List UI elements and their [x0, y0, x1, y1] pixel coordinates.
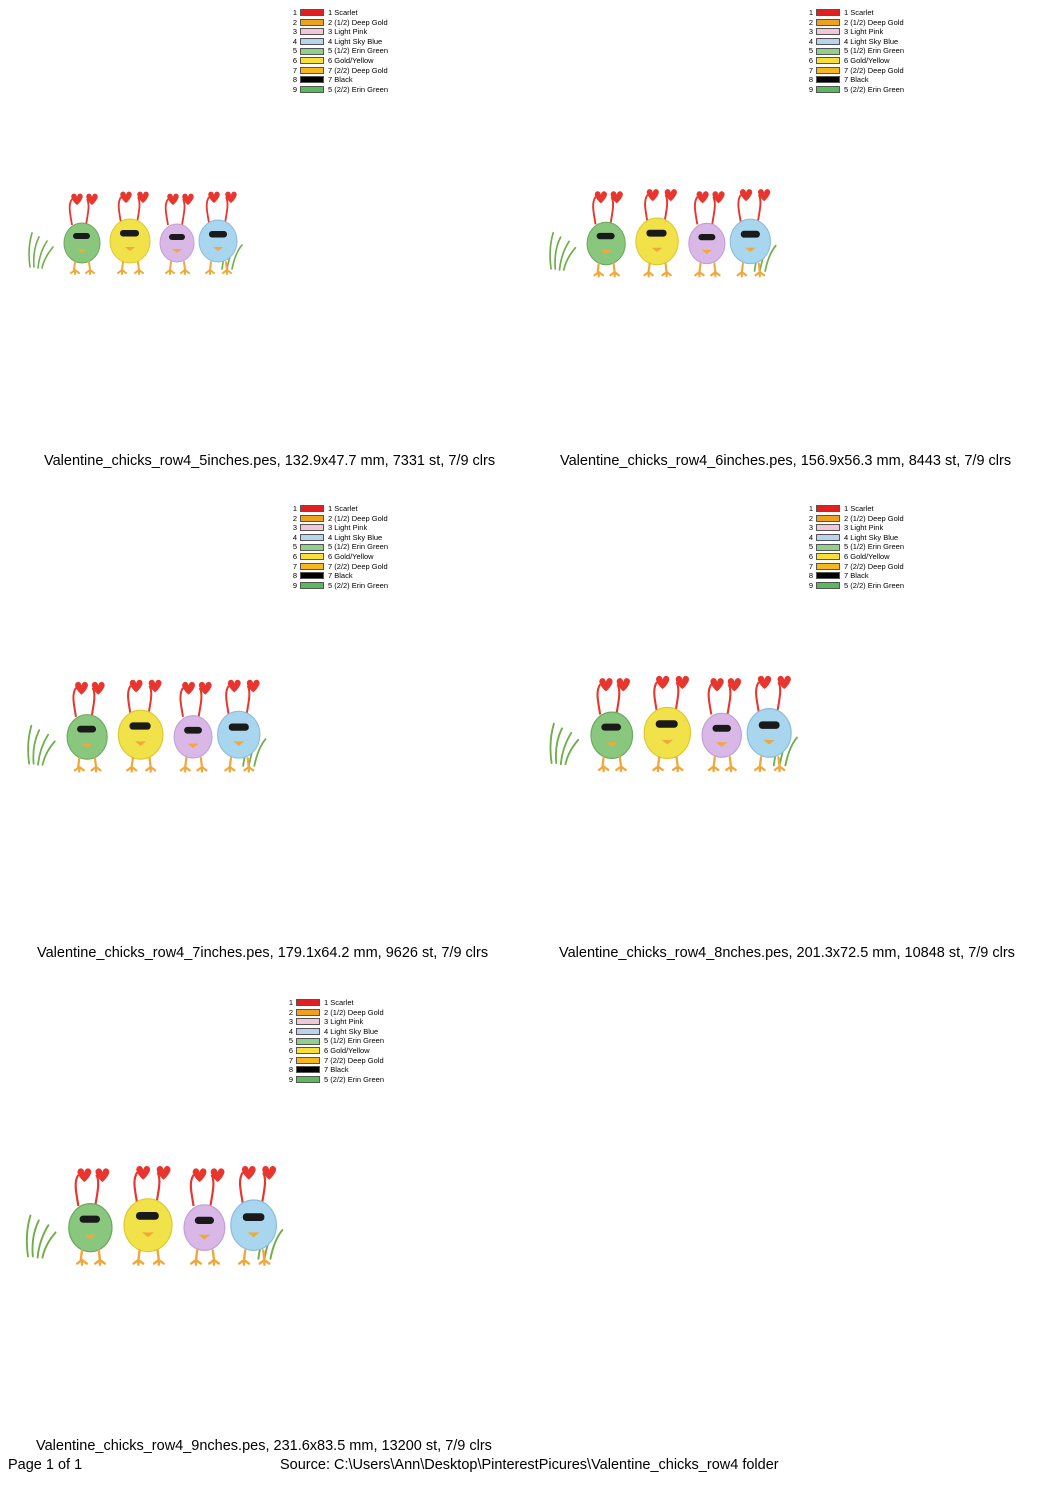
- design-9inches-legend: [280, 998, 384, 1084]
- footer-page-number: Page 1 of 1: [8, 1457, 83, 1473]
- legend-index: 1: [808, 8, 813, 17]
- legend-row: [800, 533, 904, 543]
- legend-swatch: [296, 1038, 320, 1045]
- legend-index: 8: [292, 571, 297, 581]
- legend-row: [280, 1027, 384, 1037]
- legend-swatch: [296, 999, 320, 1006]
- legend-label: 3 Light Pink: [328, 523, 368, 533]
- legend-label: 5 (1/2) Erin Green: [328, 46, 389, 56]
- legend-row: [280, 1017, 384, 1027]
- legend-label: 5 (2/2) Erin Green: [844, 84, 905, 94]
- legend-index: 1: [808, 504, 813, 513]
- legend-index: 4: [808, 532, 813, 542]
- legend-label: 6 Gold/Yellow: [328, 55, 374, 65]
- legend-label: 1 Scarlet: [844, 8, 874, 17]
- legend-swatch: [300, 57, 324, 64]
- legend-swatch: [816, 524, 840, 531]
- legend-swatch: [816, 28, 840, 35]
- legend-row: [284, 37, 388, 47]
- legend-index: 5: [808, 542, 813, 552]
- legend-swatch: [296, 1018, 320, 1025]
- legend-row: [800, 27, 904, 37]
- legend-label: 7 Black: [328, 75, 353, 85]
- legend-row: [284, 85, 388, 95]
- design-8inches-artwork: [540, 668, 812, 784]
- color-legend: [284, 504, 388, 590]
- design-8inches-legend: [800, 504, 904, 590]
- legend-swatch: [296, 1028, 320, 1035]
- legend-label: 7 (2/2) Deep Gold: [844, 561, 904, 571]
- legend-row: [284, 523, 388, 533]
- legend-row: [284, 552, 388, 562]
- color-legend: [284, 8, 388, 94]
- legend-index: 1: [292, 8, 297, 17]
- legend-index: 3: [808, 27, 813, 37]
- footer-source-path: Source: C:\Users\Ann\Desktop\PinterestPicures\Valentine_chicks_row4 folder: [280, 1457, 779, 1473]
- legend-label: 2 (1/2) Deep Gold: [844, 17, 904, 27]
- legend-label: 4 Light Sky Blue: [328, 36, 383, 46]
- legend-label: 2 (1/2) Deep Gold: [844, 513, 904, 523]
- legend-index: 7: [292, 561, 297, 571]
- legend-swatch: [300, 86, 324, 93]
- legend-swatch: [300, 48, 324, 55]
- legend-swatch: [300, 553, 324, 560]
- legend-swatch: [300, 572, 324, 579]
- legend-row: [280, 1046, 384, 1056]
- legend-row: [800, 562, 904, 572]
- legend-index: 2: [808, 513, 813, 523]
- legend-row: [280, 1008, 384, 1018]
- legend-index: 8: [808, 75, 813, 85]
- legend-label: 2 (1/2) Deep Gold: [328, 513, 388, 523]
- legend-index: 6: [292, 55, 297, 65]
- legend-label: 3 Light Pink: [324, 1017, 364, 1027]
- legend-label: 2 (1/2) Deep Gold: [324, 1007, 384, 1017]
- legend-index: 9: [292, 84, 297, 94]
- legend-row: [284, 66, 388, 76]
- legend-row: [800, 581, 904, 591]
- chicks-artwork-icon: [18, 672, 280, 784]
- legend-row: [284, 514, 388, 524]
- legend-label: 4 Light Sky Blue: [844, 36, 899, 46]
- legend-row: [284, 504, 388, 514]
- legend-row: [800, 504, 904, 514]
- legend-label: 5 (2/2) Erin Green: [328, 84, 389, 94]
- legend-row: [280, 1056, 384, 1066]
- chicks-artwork-icon: [540, 668, 812, 784]
- legend-label: 5 (1/2) Erin Green: [324, 1036, 385, 1046]
- legend-swatch: [816, 534, 840, 541]
- legend-row: [284, 56, 388, 66]
- legend-index: 2: [292, 513, 297, 523]
- legend-swatch: [296, 1047, 320, 1054]
- legend-row: [284, 581, 388, 591]
- legend-index: 9: [292, 580, 297, 590]
- chicks-artwork-icon: [20, 185, 255, 285]
- legend-row: [280, 1036, 384, 1046]
- legend-label: 1 Scarlet: [328, 8, 358, 17]
- legend-swatch: [816, 19, 840, 26]
- legend-swatch: [816, 57, 840, 64]
- legend-label: 7 (2/2) Deep Gold: [844, 65, 904, 75]
- legend-label: 6 Gold/Yellow: [328, 551, 374, 561]
- legend-swatch: [300, 505, 324, 512]
- legend-label: 7 Black: [844, 571, 869, 581]
- color-legend: [800, 8, 904, 94]
- legend-label: 7 (2/2) Deep Gold: [328, 561, 388, 571]
- legend-index: 6: [808, 551, 813, 561]
- legend-swatch: [300, 67, 324, 74]
- legend-label: 3 Light Pink: [844, 523, 884, 533]
- legend-index: 5: [808, 46, 813, 56]
- legend-swatch: [816, 86, 840, 93]
- legend-index: 4: [292, 36, 297, 46]
- legend-label: 1 Scarlet: [328, 504, 358, 513]
- legend-swatch: [300, 28, 324, 35]
- legend-swatch: [296, 1076, 320, 1083]
- legend-index: 6: [292, 551, 297, 561]
- legend-index: 9: [808, 84, 813, 94]
- legend-index: 2: [808, 17, 813, 27]
- legend-swatch: [816, 553, 840, 560]
- legend-index: 1: [292, 504, 297, 513]
- legend-swatch: [300, 515, 324, 522]
- legend-swatch: [816, 38, 840, 45]
- legend-label: 7 (2/2) Deep Gold: [324, 1055, 384, 1065]
- legend-swatch: [816, 515, 840, 522]
- legend-index: 5: [288, 1036, 293, 1046]
- chicks-artwork-icon: [540, 182, 790, 288]
- legend-row: [284, 562, 388, 572]
- design-8inches-caption: Valentine_chicks_row4_8nches.pes, 201.3x72.5 mm, 10848 st, 7/9 clrs: [559, 945, 1015, 961]
- legend-label: 1 Scarlet: [844, 504, 874, 513]
- legend-label: 4 Light Sky Blue: [328, 532, 383, 542]
- legend-swatch: [816, 48, 840, 55]
- legend-row: [800, 66, 904, 76]
- chicks-artwork-icon: [16, 1158, 298, 1278]
- legend-row: [800, 56, 904, 66]
- legend-index: 8: [292, 75, 297, 85]
- legend-swatch: [296, 1009, 320, 1016]
- design-7inches-artwork: [18, 672, 280, 784]
- legend-swatch: [300, 563, 324, 570]
- legend-index: 5: [292, 542, 297, 552]
- legend-index: 6: [288, 1045, 293, 1055]
- legend-row: [800, 514, 904, 524]
- legend-label: 5 (1/2) Erin Green: [328, 542, 389, 552]
- legend-row: [800, 523, 904, 533]
- legend-label: 5 (1/2) Erin Green: [844, 46, 905, 56]
- legend-row: [800, 542, 904, 552]
- legend-swatch: [816, 572, 840, 579]
- color-legend: [800, 504, 904, 590]
- legend-label: 3 Light Pink: [328, 27, 368, 37]
- color-legend: [280, 998, 384, 1084]
- legend-row: [800, 552, 904, 562]
- design-5inches-caption: Valentine_chicks_row4_5inches.pes, 132.9x47.7 mm, 7331 st, 7/9 clrs: [44, 453, 496, 469]
- legend-label: 6 Gold/Yellow: [844, 55, 890, 65]
- legend-index: 7: [288, 1055, 293, 1065]
- legend-swatch: [816, 563, 840, 570]
- legend-index: 2: [288, 1007, 293, 1017]
- legend-index: 8: [288, 1065, 293, 1075]
- legend-row: [284, 542, 388, 552]
- legend-swatch: [816, 76, 840, 83]
- legend-index: 1: [288, 998, 293, 1007]
- legend-swatch: [300, 582, 324, 589]
- legend-row: [800, 85, 904, 95]
- legend-row: [280, 1065, 384, 1075]
- legend-row: [800, 571, 904, 581]
- legend-label: 5 (2/2) Erin Green: [324, 1074, 385, 1084]
- legend-label: 7 Black: [844, 75, 869, 85]
- legend-index: 7: [808, 65, 813, 75]
- design-7inches-caption: Valentine_chicks_row4_7inches.pes, 179.1x64.2 mm, 9626 st, 7/9 clrs: [37, 945, 489, 961]
- design-5inches-artwork: [20, 185, 255, 285]
- legend-index: 9: [288, 1074, 293, 1084]
- legend-row: [800, 18, 904, 28]
- design-9inches-artwork: [16, 1158, 298, 1278]
- legend-swatch: [300, 38, 324, 45]
- legend-label: 5 (1/2) Erin Green: [844, 542, 905, 552]
- legend-index: 4: [292, 532, 297, 542]
- legend-index: 5: [292, 46, 297, 56]
- legend-row: [284, 8, 388, 18]
- legend-index: 3: [288, 1017, 293, 1027]
- legend-index: 6: [808, 55, 813, 65]
- legend-index: 8: [808, 571, 813, 581]
- legend-swatch: [300, 544, 324, 551]
- legend-row: [284, 75, 388, 85]
- legend-index: 4: [808, 36, 813, 46]
- legend-label: 6 Gold/Yellow: [844, 551, 890, 561]
- legend-row: [800, 46, 904, 56]
- design-6inches-caption: Valentine_chicks_row4_6inches.pes, 156.9x56.3 mm, 8443 st, 7/9 clrs: [560, 453, 1012, 469]
- legend-index: 3: [808, 523, 813, 533]
- legend-swatch: [816, 582, 840, 589]
- legend-label: 1 Scarlet: [324, 998, 354, 1007]
- legend-label: 4 Light Sky Blue: [324, 1026, 379, 1036]
- legend-row: [284, 27, 388, 37]
- legend-label: 7 (2/2) Deep Gold: [328, 65, 388, 75]
- legend-row: [284, 46, 388, 56]
- legend-index: 9: [808, 580, 813, 590]
- legend-row: [284, 571, 388, 581]
- legend-swatch: [816, 67, 840, 74]
- legend-swatch: [296, 1066, 320, 1073]
- legend-row: [800, 75, 904, 85]
- legend-label: 2 (1/2) Deep Gold: [328, 17, 388, 27]
- legend-label: 6 Gold/Yellow: [324, 1045, 370, 1055]
- legend-swatch: [300, 534, 324, 541]
- legend-swatch: [816, 9, 840, 16]
- legend-label: 4 Light Sky Blue: [844, 532, 899, 542]
- design-7inches-legend: [284, 504, 388, 590]
- design-6inches-artwork: [540, 182, 790, 288]
- legend-swatch: [300, 524, 324, 531]
- legend-row: [800, 8, 904, 18]
- legend-swatch: [300, 9, 324, 16]
- legend-swatch: [816, 505, 840, 512]
- design-6inches-legend: [800, 8, 904, 94]
- legend-label: 7 Black: [328, 571, 353, 581]
- legend-label: 3 Light Pink: [844, 27, 884, 37]
- legend-swatch: [816, 544, 840, 551]
- legend-row: [284, 18, 388, 28]
- legend-index: 4: [288, 1026, 293, 1036]
- legend-label: 5 (2/2) Erin Green: [328, 580, 389, 590]
- legend-swatch: [300, 19, 324, 26]
- legend-swatch: [296, 1057, 320, 1064]
- legend-label: 5 (2/2) Erin Green: [844, 580, 905, 590]
- legend-index: 3: [292, 523, 297, 533]
- legend-row: [280, 998, 384, 1008]
- legend-swatch: [300, 76, 324, 83]
- legend-row: [800, 37, 904, 47]
- legend-index: 7: [292, 65, 297, 75]
- design-5inches-legend: [284, 8, 388, 94]
- legend-row: [280, 1075, 384, 1085]
- design-9inches-caption: Valentine_chicks_row4_9nches.pes, 231.6x83.5 mm, 13200 st, 7/9 clrs: [36, 1438, 492, 1454]
- legend-row: [284, 533, 388, 543]
- legend-index: 2: [292, 17, 297, 27]
- legend-label: 7 Black: [324, 1065, 349, 1075]
- legend-index: 3: [292, 27, 297, 37]
- legend-index: 7: [808, 561, 813, 571]
